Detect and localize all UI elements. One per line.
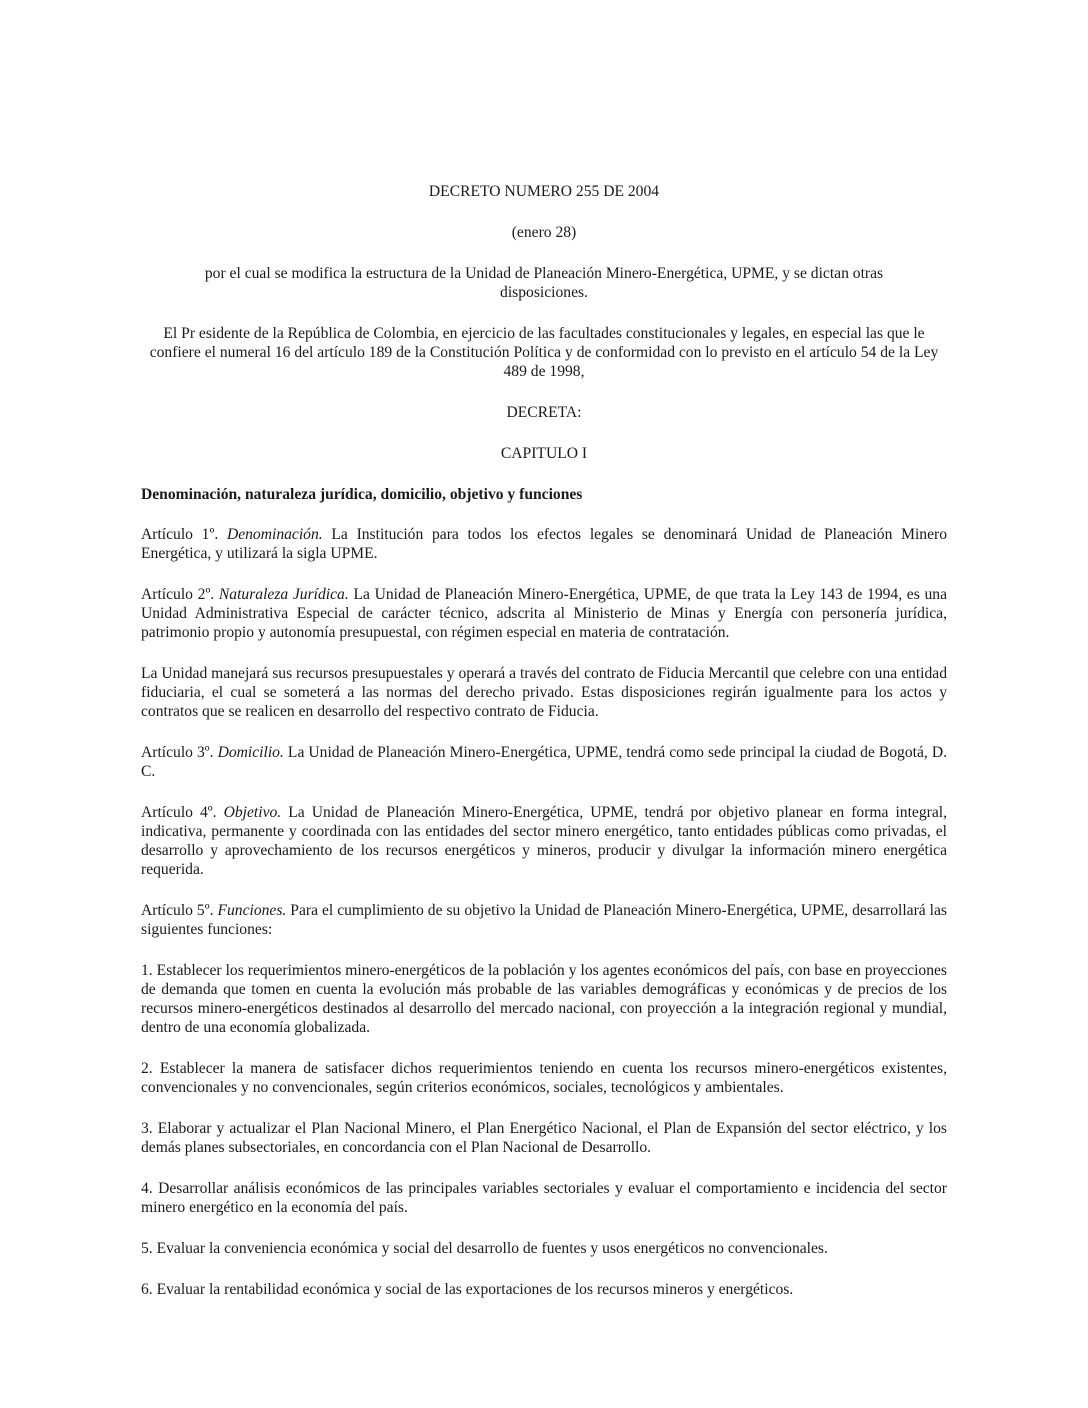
article-heading: Objetivo. [223,804,282,821]
article-heading: Funciones. [217,902,287,919]
article-label: Artículo 2º. [141,586,215,603]
decree-date: (enero 28) [511,224,577,241]
article-3 [141,743,947,781]
function-item: 3. Elaborar y actualizar el Plan Nacional Minero, el Plan Energético Nacional, el Plan de Expansión del sector eléctrico, y los demás planes subsectoriales, en concordancia con el Plan Nacional de Desarrollo. [141,1120,947,1156]
chapter-heading: CAPITULO I [500,445,588,462]
article-text: La Unidad de Planeación Minero-Energética, UPME, tendrá por objetivo planear en forma integral, indicativa, permanente y coordinada con las entidades del sector minero energético, tanto entidades públicas como privadas, el desarrollo y aprovechamiento de los recursos energéticos y mineros, producir y divulgar la información minero energética requerida. [141,804,947,878]
article-label: Artículo 1º. [141,526,219,543]
article-5 [141,901,947,939]
article-label: Artículo 5º. [141,902,214,919]
decreta-heading: DECRETA: [506,404,582,421]
article-text: La Unidad de Planeación Minero-Energética, UPME, tendrá como sede principal la ciudad de Bogotá, D. C. [141,744,947,780]
section-title: Denominación, naturaleza jurídica, domicilio, objetivo y funciones [141,486,583,503]
article-2 [141,585,947,642]
function-item: 4. Desarrollar análisis económicos de las principales variables sectoriales y evaluar el comportamiento e incidencia del sector minero energético en la economía del país. [141,1180,947,1216]
document-page [141,182,947,1321]
decree-preamble: El Pr esidente de la República de Colombia, en ejercicio de las facultades constitucionales y legales, en especial las que le confiere el numeral 16 del artículo 189 de la Constitución Política y de conformidad con lo previsto en el artículo 54 de la Ley 489 de 1998, [149,325,939,380]
article-label: Artículo 4º. [141,804,217,821]
function-item: 2. Establecer la manera de satisfacer dichos requerimientos teniendo en cuenta los recursos minero-energéticos existentes, convencionales y no convencionales, según criterios económicos, sociales, tecnológicos y ambientales. [141,1060,947,1096]
article-heading: Naturaleza Jurídica. [218,586,349,603]
article-1 [141,525,947,563]
article-text: Para el cumplimiento de su objetivo la Unidad de Planeación Minero-Energética, UPME, desarrollará las siguientes funciones: [141,902,947,938]
function-item: 1. Establecer los requerimientos minero-energéticos de la población y los agentes económicos del país, con base en proyecciones de demanda que tomen en cuenta la evolución más probable de las variables demográficas y económicas y de precios de los recursos minero-energéticos destinados al desarrollo del mercado nacional, con proyección a la integración regional y mundial, dentro de una economía globalizada. [141,962,947,1036]
function-item: 5. Evaluar la conveniencia económica y social del desarrollo de fuentes y usos energéticos no convencionales. [141,1240,828,1257]
article-label: Artículo 3º. [141,744,214,761]
article-text: La Unidad de Planeación Minero-Energética, UPME, de que trata la Ley 143 de 1994, es una Unidad Administrativa Especial de carácter técnico, adscrita al Ministerio de Minas y Energía con personería jurídica, patrimonio propio y autonomía presupuestal, con régimen especial en materia de contratación. [141,586,948,641]
article-2-paragraph: La Unidad manejará sus recursos presupuestales y operará a través del contrato de Fiducia Mercantil que celebre con una entidad fiduciaria, el cual se someterá a las normas del derecho privado. Estas disposiciones regirán igualmente para los actos y contratos que se realicen en desarrollo del respectivo contrato de Fiducia. [141,665,947,720]
article-text: La Institución para todos los efectos legales se denominará Unidad de Planeación Minero Energética, y utilizará la sigla UPME. [141,526,947,562]
decree-subtitle: por el cual se modifica la estructura de la Unidad de Planeación Minero-Energética, UPME, y se dictan otras disposiciones. [204,265,884,301]
function-item: 6. Evaluar la rentabilidad económica y social de las exportaciones de los recursos mineros y energéticos. [141,1281,794,1298]
decree-title: DECRETO NUMERO 255 DE 2004 [428,183,660,200]
article-heading: Domicilio. [217,744,284,761]
article-heading: Denominación. [226,526,323,543]
article-4 [141,803,947,879]
